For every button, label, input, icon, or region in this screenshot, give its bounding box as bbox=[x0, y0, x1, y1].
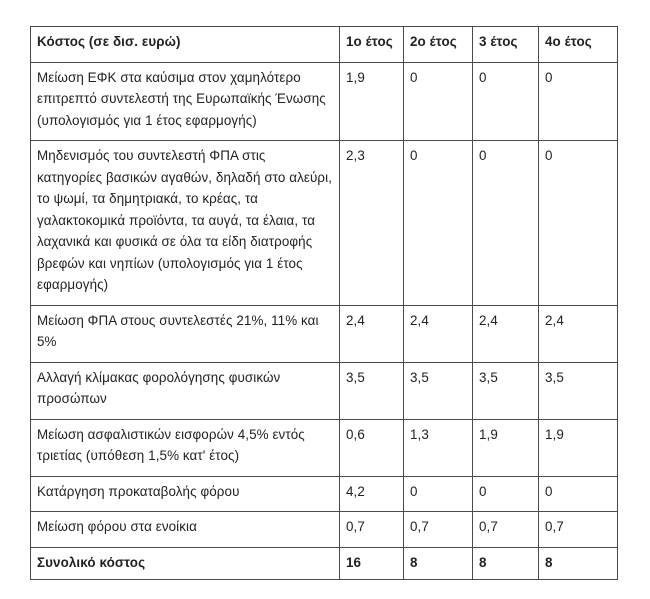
table-row bbox=[31, 419, 618, 476]
row-description: Μείωση ΦΠΑ στους συντελεστές 21%, 11% και 5% bbox=[31, 305, 340, 362]
total-label: Συνολικό κόστος bbox=[31, 547, 340, 580]
row-value-year-2: 2,4 bbox=[404, 305, 473, 362]
row-value-year-2: 3,5 bbox=[404, 362, 473, 419]
table-row bbox=[31, 62, 618, 141]
row-value-year-3: 0 bbox=[473, 476, 539, 512]
row-value-year-3: 2,4 bbox=[473, 305, 539, 362]
row-value-year-4: 2,4 bbox=[539, 305, 618, 362]
total-value-year-3: 8 bbox=[473, 547, 539, 580]
row-value-year-2: 0 bbox=[404, 62, 473, 141]
row-value-year-3: 3,5 bbox=[473, 362, 539, 419]
row-value-year-1: 3,5 bbox=[340, 362, 404, 419]
row-value-year-1: 0,7 bbox=[340, 512, 404, 548]
row-value-year-2: 1,3 bbox=[404, 419, 473, 476]
total-row bbox=[31, 547, 618, 580]
row-value-year-2: 0 bbox=[404, 476, 473, 512]
row-value-year-1: 0,6 bbox=[340, 419, 404, 476]
row-value-year-4: 0,7 bbox=[539, 512, 618, 548]
row-description: Μείωση ασφαλιστικών εισφορών 4,5% εντός τριετίας (υπόθεση 1,5% κατ' έτος) bbox=[31, 419, 340, 476]
header-year-2: 2ο έτος bbox=[404, 27, 473, 63]
row-value-year-4: 1,9 bbox=[539, 419, 618, 476]
row-description: Μείωση φόρου στα ενοίκια bbox=[31, 512, 340, 548]
row-description: Μηδενισμός του συντελεστή ΦΠΑ στις κατηγορίες βασικών αγαθών, δηλαδή στο αλεύρι, το ψωμί, τα δημητριακά, το κρέας, τα γαλακτοκομικά προϊόντα, τα αυγά, τα έλαια, τα λαχανικά και φυσικά σε όλα τα είδη διατροφής βρεφών και νηπίων (υπολογισμός για 1 έτος εφαρμογής) bbox=[31, 141, 340, 306]
table-row bbox=[31, 141, 618, 306]
total-value-year-4: 8 bbox=[539, 547, 618, 580]
table-row bbox=[31, 305, 618, 362]
row-value-year-4: 0 bbox=[539, 62, 618, 141]
table-header-row bbox=[31, 27, 618, 63]
row-value-year-1: 1,9 bbox=[340, 62, 404, 141]
row-value-year-3: 1,9 bbox=[473, 419, 539, 476]
table-row bbox=[31, 512, 618, 548]
total-value-year-2: 8 bbox=[404, 547, 473, 580]
table-row bbox=[31, 362, 618, 419]
header-cost-description: Κόστος (σε δισ. ευρώ) bbox=[31, 27, 340, 63]
row-value-year-4: 3,5 bbox=[539, 362, 618, 419]
row-value-year-1: 2,4 bbox=[340, 305, 404, 362]
header-year-4: 4ο έτος bbox=[539, 27, 618, 63]
row-value-year-3: 0 bbox=[473, 62, 539, 141]
row-value-year-1: 4,2 bbox=[340, 476, 404, 512]
row-value-year-3: 0 bbox=[473, 141, 539, 306]
row-description: Κατάργηση προκαταβολής φόρου bbox=[31, 476, 340, 512]
row-value-year-4: 0 bbox=[539, 476, 618, 512]
row-description: Μείωση ΕΦΚ στα καύσιμα στον χαμηλότερο επιτρεπτό συντελεστή της Ευρωπαϊκής Ένωσης (υπολογισμός για 1 έτος εφαρμογής) bbox=[31, 62, 340, 141]
row-value-year-4: 0 bbox=[539, 141, 618, 306]
table-row bbox=[31, 476, 618, 512]
row-value-year-2: 0,7 bbox=[404, 512, 473, 548]
total-value-year-1: 16 bbox=[340, 547, 404, 580]
row-value-year-2: 0 bbox=[404, 141, 473, 306]
row-value-year-3: 0,7 bbox=[473, 512, 539, 548]
row-description: Αλλαγή κλίμακας φορολόγησης φυσικών προσώπων bbox=[31, 362, 340, 419]
cost-table bbox=[30, 26, 618, 580]
header-year-3: 3 έτος bbox=[473, 27, 539, 63]
header-year-1: 1ο έτος bbox=[340, 27, 404, 63]
row-value-year-1: 2,3 bbox=[340, 141, 404, 306]
